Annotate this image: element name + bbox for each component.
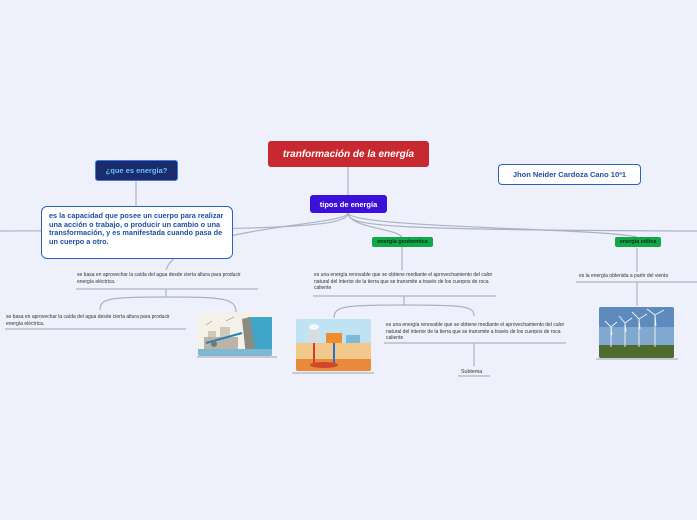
- hydro-note-left[interactable]: se basa en aprovechar la caída del agua desde cierta altura para producir energía eléctrica.: [6, 314, 170, 327]
- hydro-dam-illustration: [198, 313, 272, 356]
- author-topic[interactable]: Jhon Neider Cardoza Cano 10ª1: [498, 164, 641, 185]
- wind-farm-image[interactable]: [599, 307, 674, 358]
- geothermal-illustration: [296, 319, 371, 371]
- geothermal-topic[interactable]: energía geotermica: [372, 237, 433, 247]
- types-topic[interactable]: tipos de energía: [310, 195, 387, 213]
- definition-topic[interactable]: es la capacidad que posee un cuerpo para realizar una acción o trabajo, o producir un cambio o una transformación, y es manifestada cuando pasa de un cuerpo a otro.: [41, 206, 233, 259]
- geothermal-note-right[interactable]: es una energía renovable que se obtiene mediante el aprovechamiento del calor natural del interior de la tierra que se transmite a través de los cuerpos de roca caliente: [386, 322, 565, 342]
- geothermal-plant-image[interactable]: [296, 319, 371, 371]
- geothermal-note-top[interactable]: es una energía renovable que se obtiene mediante el aprovechamiento del calor natural del interior de la tierra que se transmite a través de los cuerpos de roca caliente: [314, 272, 493, 292]
- hydro-note-top[interactable]: se basa en aprovechar la caída del agua desde cierta altura para producir energía eléctrica.: [77, 272, 241, 285]
- wind-note-top[interactable]: es la energía obtenida a partir del viento: [579, 273, 669, 279]
- wind-turbines-illustration: [599, 307, 674, 358]
- geothermal-subtopic[interactable]: Subtema: [461, 369, 483, 375]
- question-topic[interactable]: ¿que es energía?: [95, 160, 178, 181]
- hydro-plant-image[interactable]: [198, 313, 272, 356]
- central-topic[interactable]: tranformación de la energía: [268, 141, 429, 167]
- wind-topic[interactable]: energía eólica: [615, 237, 661, 247]
